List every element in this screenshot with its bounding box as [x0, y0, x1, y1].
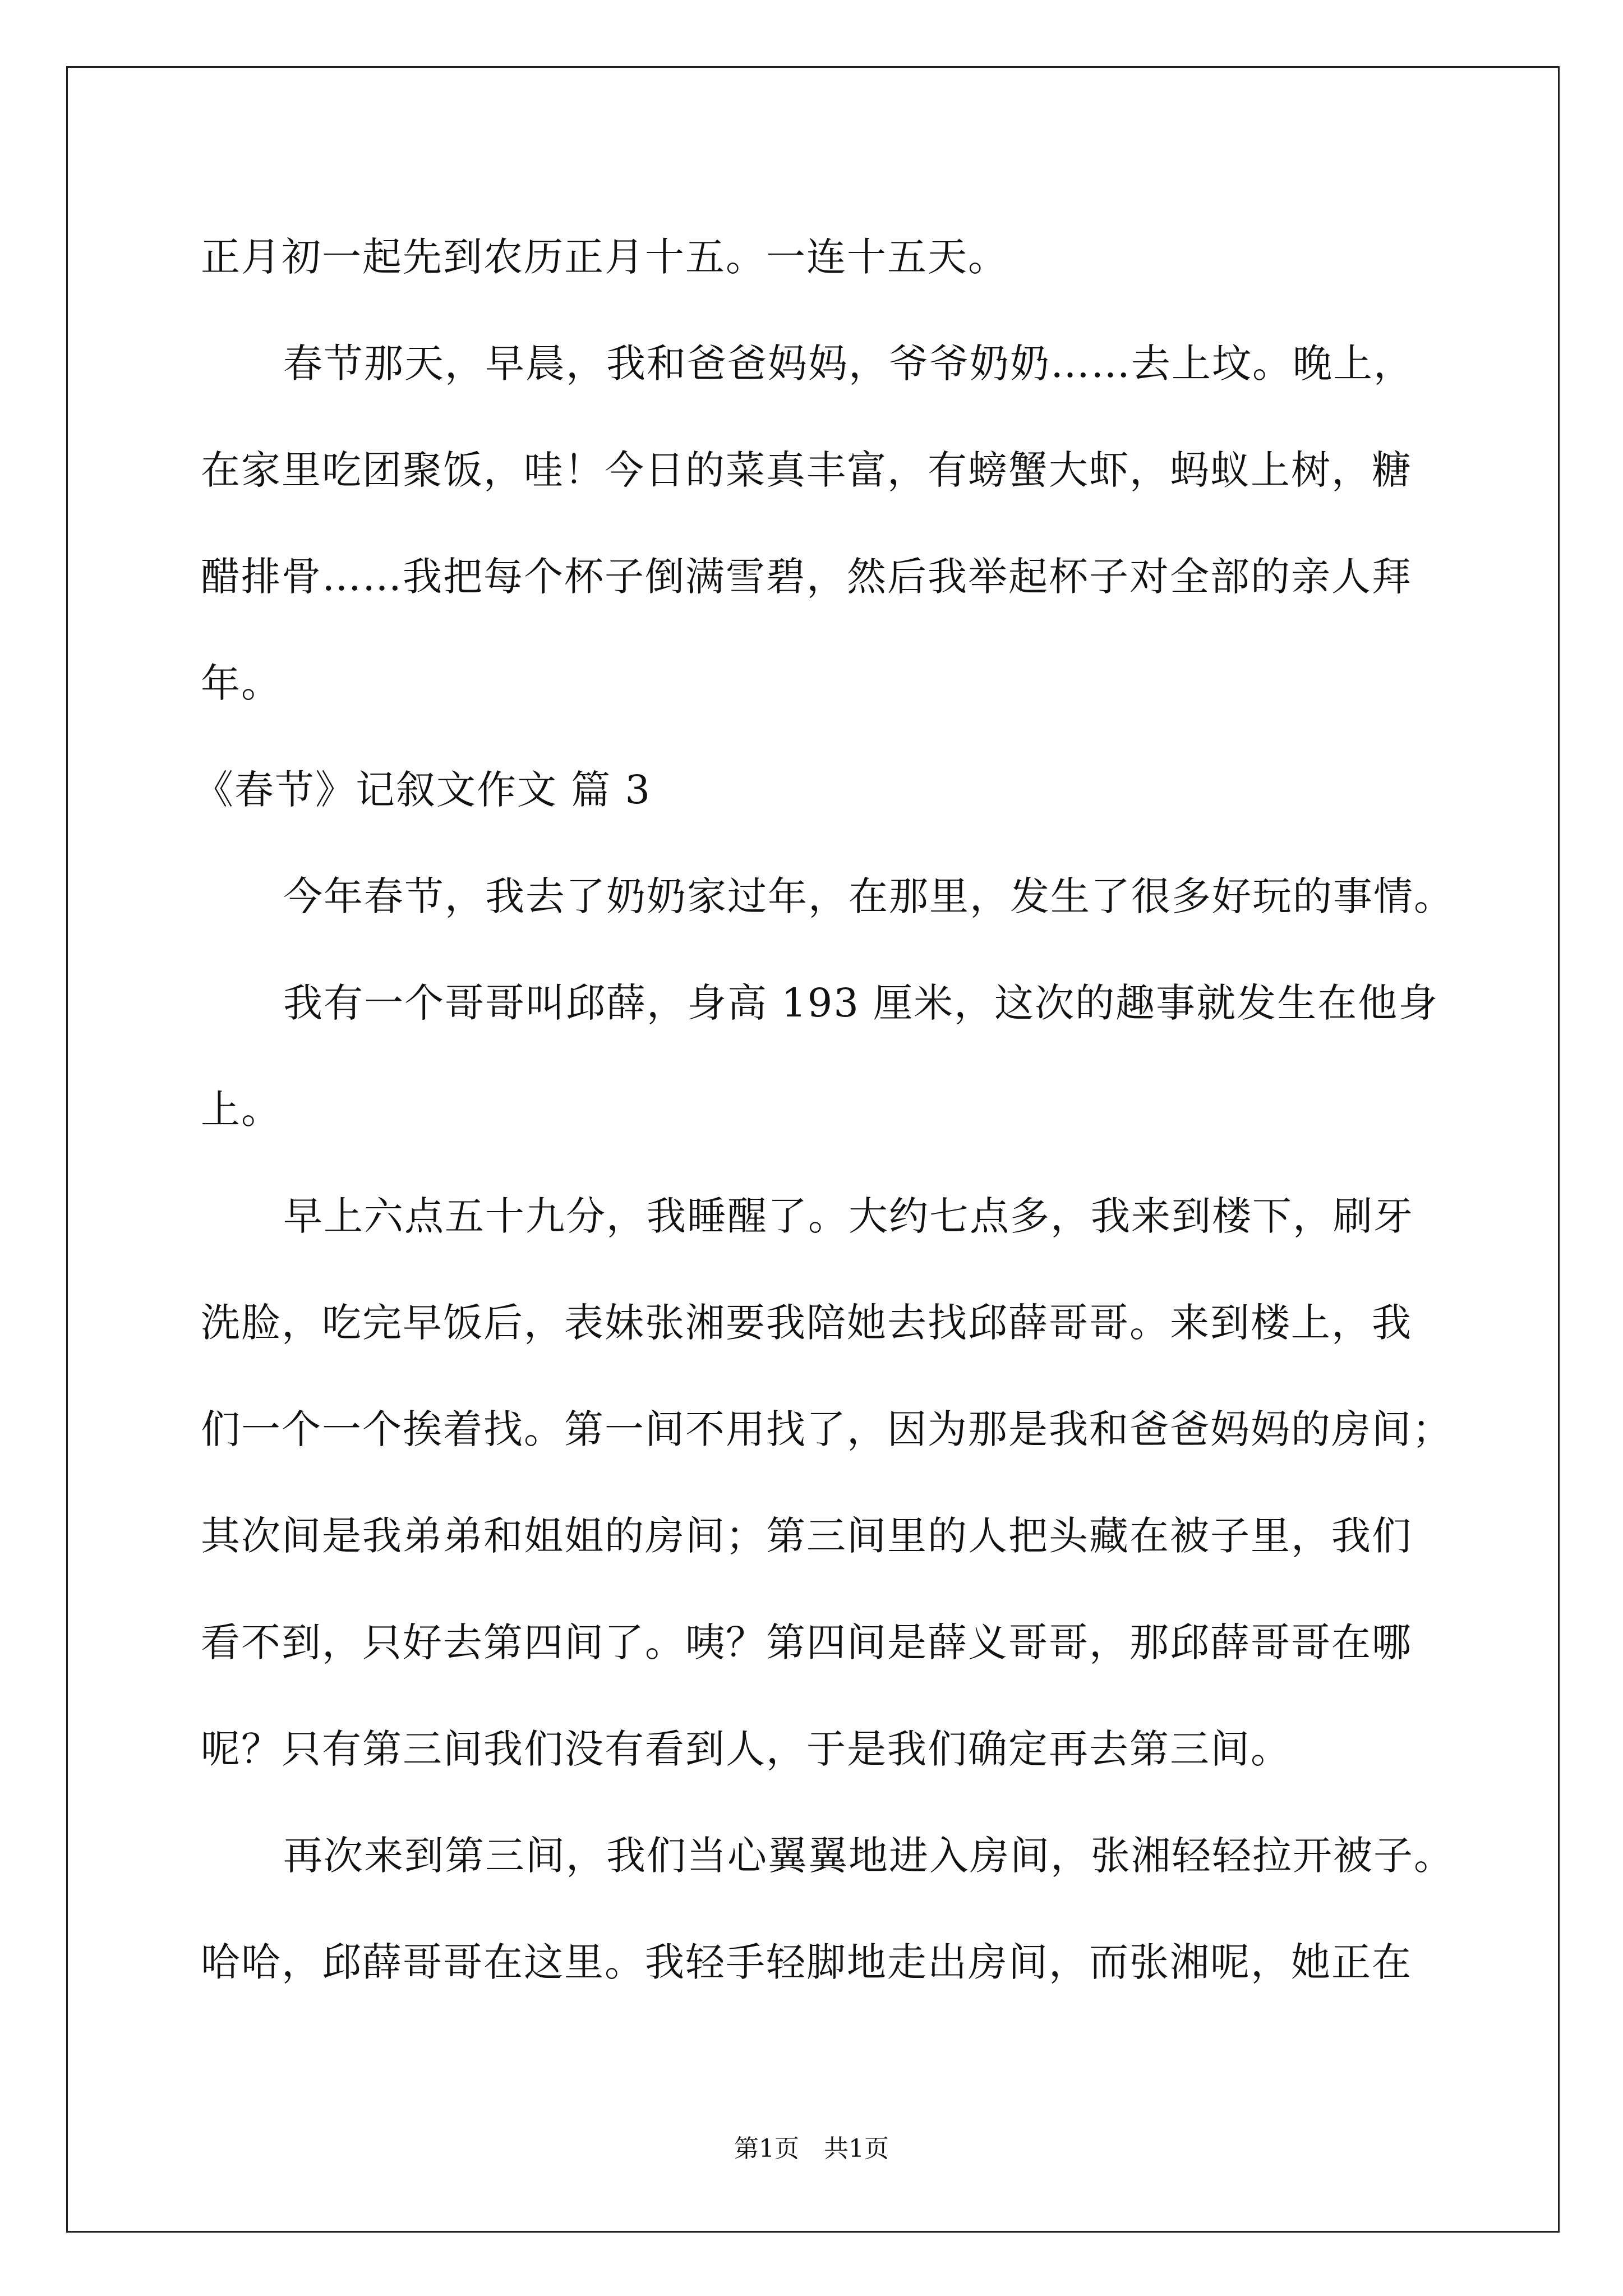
text-line: 哈哈，邱薛哥哥在这里。我轻手轻脚地走出房间，而张湘呢，她正在	[201, 1939, 1412, 1985]
paragraph	[201, 204, 1502, 310]
text-line: 醋排骨……我把每个杯子倒满雪碧，然后我举起杯子对全部的亲人拜	[201, 554, 1412, 600]
section-heading: 《春节》记叙文作文 篇 3	[194, 767, 652, 813]
text-line: 正月初一起先到农历正月十五。一连十五天。	[201, 234, 1008, 280]
text-line: 我有一个哥哥叫邱薛，身高 193 厘米，这次的趣事就发生在他身	[283, 980, 1439, 1026]
paragraph	[201, 1163, 1502, 1802]
text-line: 看不到，只好去第四间了。咦？第四间是薛义哥哥，那邱薛哥哥在哪	[201, 1619, 1412, 1665]
text-line: 今年春节，我去了奶奶家过年，在那里，发生了很多好玩的事情。	[283, 873, 1454, 919]
paragraph	[201, 950, 1502, 1163]
text-line: 其次间是我弟弟和姐姐的房间；第三间里的人把头藏在被子里，我们	[201, 1513, 1412, 1559]
text-line: 呢？只有第三间我们没有看到人，于是我们确定再去第三间。	[201, 1726, 1291, 1772]
text-line: 春节那天，早晨，我和爸爸妈妈，爷爷奶奶……去上坟。晚上，	[283, 341, 1414, 386]
document-body	[194, 204, 1502, 2016]
text-line: 早上六点五十九分，我睡醒了。大约七点多，我来到楼下，刷牙	[283, 1193, 1414, 1239]
page-number-footer: 第1页 共1页	[734, 2134, 889, 2163]
paragraph	[201, 843, 1502, 950]
text-line: 上。	[201, 1087, 282, 1133]
paragraph	[201, 310, 1502, 737]
text-line: 们一个一个挨着找。第一间不用找了，因为那是我和爸爸妈妈的房间；	[201, 1406, 1453, 1452]
text-line: 在家里吃团聚饭，哇！今日的菜真丰富，有螃蟹大虾，蚂蚁上树，糖	[201, 447, 1412, 493]
text-line: 年。	[201, 660, 282, 706]
text-line: 洗脸，吃完早饭后，表妹张湘要我陪她去找邱薛哥哥。来到楼上，我	[201, 1300, 1412, 1346]
paragraph	[201, 1802, 1502, 2016]
text-line: 再次来到第三间，我们当心翼翼地进入房间，张湘轻轻拉开被子。	[283, 1833, 1454, 1879]
